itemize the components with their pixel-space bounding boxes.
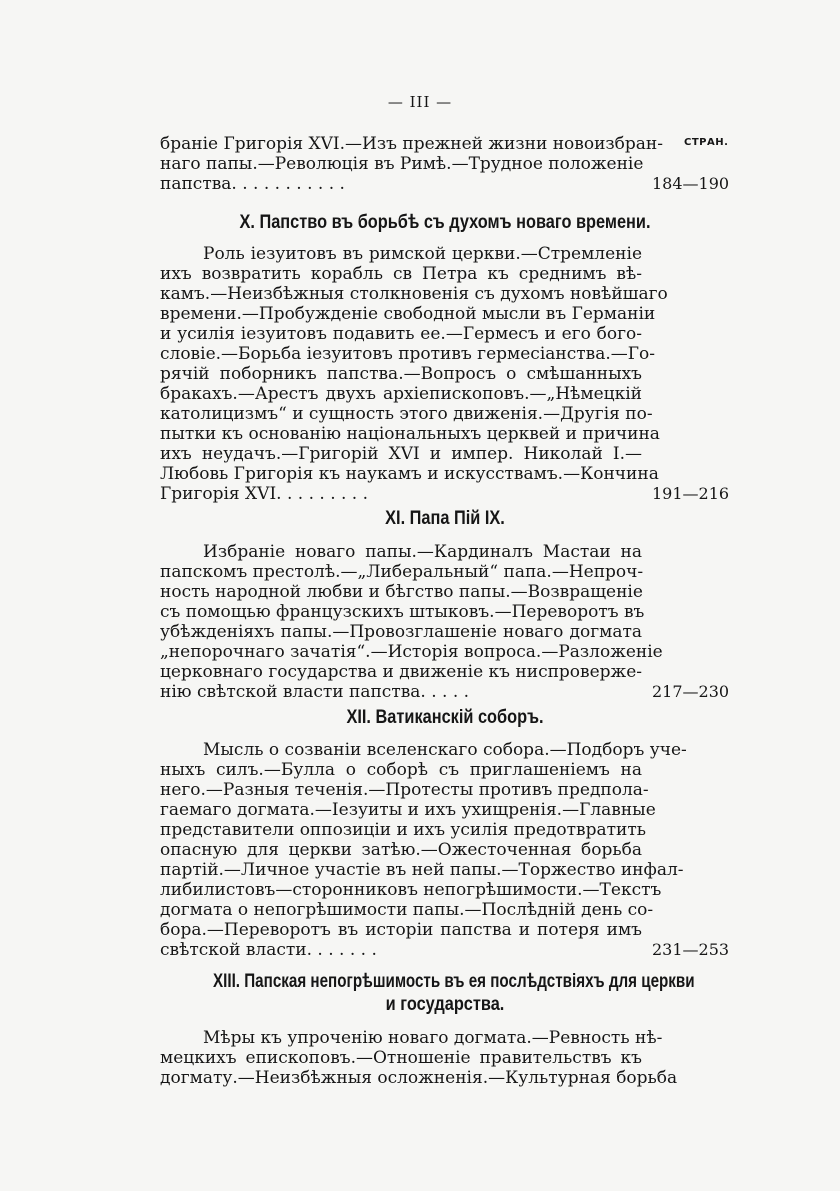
- text-line: Мысль о созваніи вселенскаго собора.—Подборъ уче-: [203, 740, 687, 760]
- text-line: „непорочнаго зачатія“.—Исторія вопроса.—Разложеніе: [160, 642, 663, 662]
- section-heading-line2: и государства.: [385, 994, 505, 1015]
- text-line: свѣтской власти. . . . . . .: [160, 940, 377, 960]
- text-line: опасную для церкви затѣю.—Ожесточенная борьба: [160, 840, 642, 860]
- text-line: папства. . . . . . . . . . .: [160, 174, 345, 194]
- text-line: времени.—Пробужденіе свободной мысли въ Германіи: [160, 304, 656, 324]
- text-line: католицизмъ“ и сущность этого движенія.—Другія по-: [160, 404, 653, 424]
- text-line: наго папы.—Революція въ Римѣ.—Трудное положеніе: [160, 154, 644, 174]
- text-line: Мѣры къ упроченію новаго догмата.—Ревность нѣ-: [203, 1028, 663, 1048]
- text-line: браніе Григорія XVI.—Изъ прежней жизни новоизбран-: [160, 134, 664, 154]
- text-line: представители оппозиціи и ихъ усилія предотвратить: [160, 820, 646, 840]
- text-line: пытки къ основанію національныхъ церквей и причина: [160, 424, 660, 444]
- text-line: нію свѣтской власти папства. . . . .: [160, 682, 470, 702]
- text-line: рячій поборникъ папства.—Вопросъ о смѣшанныхъ: [160, 364, 642, 384]
- page-range: 231—253: [652, 940, 730, 959]
- text-line: папскомъ престолѣ.—„Либеральный“ папа.—Непроч-: [160, 562, 644, 582]
- section-heading: XI. Папа Пій IX.: [385, 508, 505, 529]
- column-label: СТРАН.: [684, 137, 729, 148]
- text-line: Роль іезуитовъ въ римской церкви.—Стремленіе: [203, 244, 642, 264]
- page-range: 184—190: [652, 174, 730, 193]
- text-line: и усилія іезуитовъ подавить ее.—Гермесъ и его бого-: [160, 324, 642, 344]
- text-line: Григорія XVI. . . . . . . . .: [160, 484, 369, 504]
- text-line: догмату.—Неизбѣжныя осложненія.—Культурная борьба: [160, 1068, 678, 1088]
- text-line: либилистовъ—сторонниковъ непогрѣшимости.—Текстъ: [160, 880, 662, 900]
- text-line: ихъ возвратить корабль св Петра къ среднимъ вѣ-: [160, 264, 642, 284]
- text-line: камъ.—Неизбѣжныя столкновенія съ духомъ новѣйшаго: [160, 284, 668, 304]
- page-number: — III —: [387, 93, 453, 111]
- text-line: ныхъ силъ.—Булла о соборѣ съ приглашеніемъ на: [160, 760, 642, 780]
- text-line: ихъ неудачъ.—Григорій XVI и импер. Николай I.—: [160, 444, 642, 464]
- page-range: 217—230: [652, 682, 730, 701]
- text-line: мецкихъ епископовъ.—Отношеніе правительствъ къ: [160, 1048, 642, 1068]
- text-line: гаемаго догмата.—Іезуиты и ихъ ухищренія.—Главные: [160, 800, 656, 820]
- text-line: бракахъ.—Арестъ двухъ архіепископовъ.—„Нѣмецкій: [160, 384, 642, 404]
- text-line: убѣжденіяхъ папы.—Провозглашеніе новаго догмата: [160, 622, 642, 642]
- text-line: церковнаго государства и движеніе къ ниспроверже-: [160, 662, 642, 682]
- text-line: него.—Разныя теченія.—Протесты противъ предпола-: [160, 780, 649, 800]
- text-line: Избраніе новаго папы.—Кардиналъ Мастаи на: [203, 542, 642, 562]
- text-line: партій.—Личное участіе въ ней папы.—Торжество инфал-: [160, 860, 684, 880]
- text-line: ность народной любви и бѣгство папы.—Возвращеніе: [160, 582, 643, 602]
- section-heading: XII. Ватиканскій соборъ.: [346, 707, 544, 728]
- page-range: 191—216: [652, 484, 730, 503]
- text-line: съ помощью французскихъ штыковъ.—Переворотъ въ: [160, 602, 645, 622]
- text-line: словіе.—Борьба іезуитовъ противъ гермесіанства.—Го-: [160, 344, 656, 364]
- section-heading: XIII. Папская непогрѣшимость въ ея послѣдствіяхъ для церкви: [213, 971, 695, 992]
- text-line: догмата о непогрѣшимости папы.—Послѣдній день со-: [160, 900, 654, 920]
- text-line: бора.—Переворотъ въ исторіи папства и потеря имъ: [160, 920, 642, 940]
- section-heading: X. Папство въ борьбѣ съ духомъ новаго времени.: [239, 212, 651, 233]
- text-line: Любовь Григорія къ наукамъ и искусствамъ.—Кончина: [160, 464, 659, 484]
